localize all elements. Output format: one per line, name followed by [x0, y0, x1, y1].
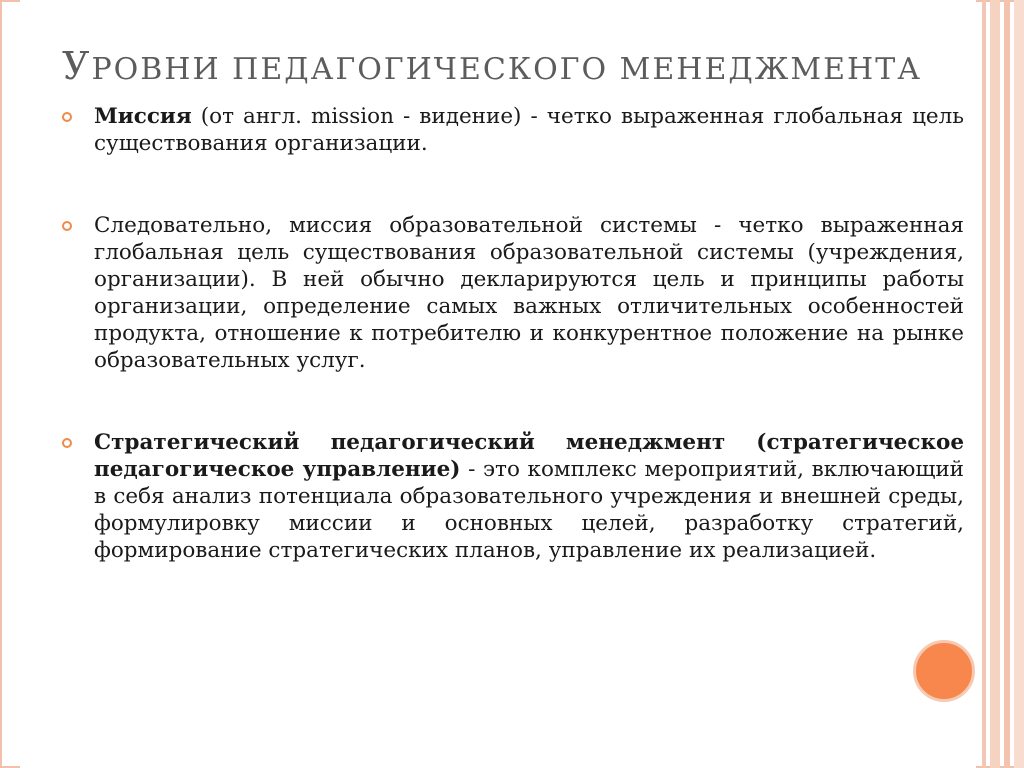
- decorative-stripe: [990, 0, 1000, 768]
- bullet-circle-icon: [62, 221, 72, 231]
- bullet-list: [62, 103, 964, 564]
- title-first-letter: У: [62, 44, 92, 88]
- bullet-term: Стратегический педагогический менеджмент (стратегическое педагогическое управление): [94, 430, 964, 482]
- decorative-stripe: [982, 0, 986, 768]
- bullet-item-consequently: [62, 212, 964, 374]
- title-rest: РОВНИ ПЕДАГОГИЧЕСКОГО МЕНЕДЖМЕНТА: [91, 52, 922, 87]
- slide-title: [62, 44, 922, 88]
- bullet-item-strategic-management: [62, 429, 964, 564]
- bullet-text: (от англ. mission - видение) - четко выраженная глобальная цель существования организации.: [94, 104, 964, 156]
- bullet-item-mission: [62, 103, 964, 157]
- decorative-stripe: [1014, 0, 1024, 768]
- bullet-circle-icon: [62, 112, 72, 122]
- bullet-circle-icon: [62, 438, 72, 448]
- decorative-circle-icon: [913, 640, 975, 702]
- bullet-term: Миссия: [94, 104, 192, 129]
- bullet-text: - это комплекс мероприятий, включающий в себя анализ потенциала образовательного учреждения и внешней среды, формулировку миссии и основных целей, разработку стратегий, формирование стратегических планов, управление их реализацией.: [94, 457, 964, 563]
- decorative-stripe: [1004, 0, 1010, 768]
- bullet-text: Следовательно, миссия образовательной системы - четко выраженная глобальная цель существования образовательной системы (учреждения, организации). В ней обычно декларируются цель и принципы работы организации, определение самых важных отличительных особенностей продукта, отношение к потребителю и конкурентное положение на рынке образовательных услуг.: [94, 213, 964, 373]
